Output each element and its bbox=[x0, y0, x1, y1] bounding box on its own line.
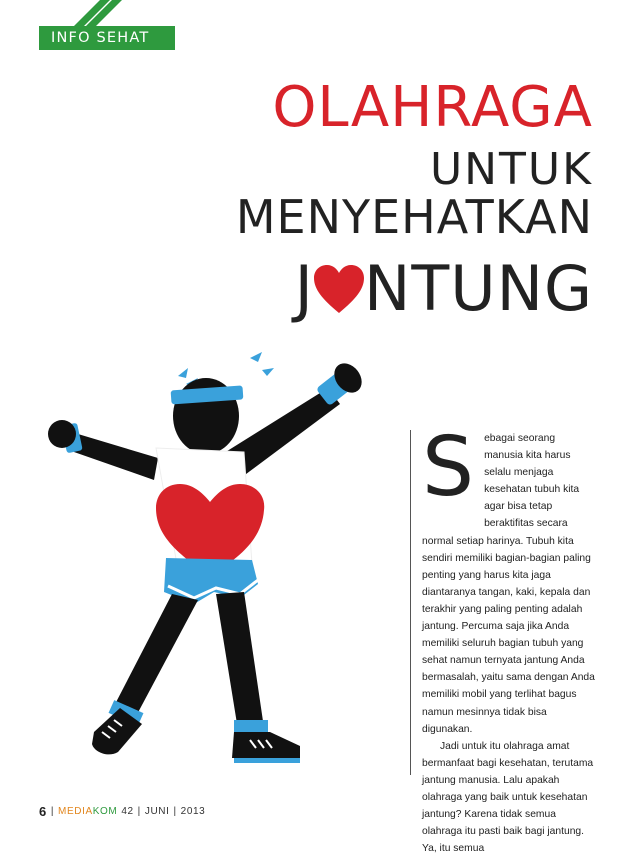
page-footer bbox=[39, 804, 205, 819]
article-paragraph-1: ebagai seorang manusia kita harus selalu menjaga kesehatan tubuh kita agar bisa tetap beraktifitas secara normal setiap harinya. Tubuh kita sendiri memiliki bagian-bagian paling penting yang harus kita jaga diantaranya tangan, kaki, kepala dan terakhir yang paling penting adalah jantung. Percuma saja jika Anda memiliki seluruh bagian tubuh yang sehat namun ternyata jantung Anda bermasalah, yaitu sama dengan Anda memiliki mobil yang terlihat bagus namun mesinnya tidak bisa digunakan. bbox=[422, 433, 595, 735]
section-label: INFO SEHAT bbox=[39, 26, 175, 50]
article-body bbox=[410, 420, 595, 855]
corner-stripe-graphic bbox=[52, 0, 122, 26]
headline-line-4 bbox=[294, 252, 593, 325]
headline-line-3: MENYEHATKAN bbox=[235, 190, 593, 244]
headline-word-ntung: NTUNG bbox=[363, 252, 593, 325]
runner-illustration bbox=[38, 348, 398, 788]
magazine-brand bbox=[58, 806, 117, 817]
issue-month: JUNI bbox=[144, 806, 170, 817]
footer-separator: | bbox=[173, 806, 177, 817]
page-number: 6 bbox=[39, 804, 47, 819]
headline-line-1: OLAHRAGA bbox=[272, 75, 593, 140]
issue-number: 42 bbox=[121, 806, 134, 817]
footer-separator: | bbox=[50, 806, 55, 817]
headline-line-2: UNTUK bbox=[429, 144, 593, 195]
footer-separator: | bbox=[137, 806, 141, 817]
heart-icon bbox=[312, 263, 366, 315]
drop-cap: S bbox=[422, 420, 475, 515]
issue-year: 2013 bbox=[180, 806, 206, 817]
brand-kom: KOM bbox=[92, 806, 118, 817]
brand-media: MEDIA bbox=[58, 806, 93, 817]
article-paragraph-2: Jadi untuk itu olahraga amat bermanfaat bagi kesehatan, terutama jantung manusia. Lalu apakah olahraga yang baik untuk kesehatan jantung? Karena tidak semua olahraga itu pasti baik bagi jantung. Ya, itu semua bbox=[422, 740, 594, 855]
headline-letter-j: J bbox=[294, 252, 314, 325]
